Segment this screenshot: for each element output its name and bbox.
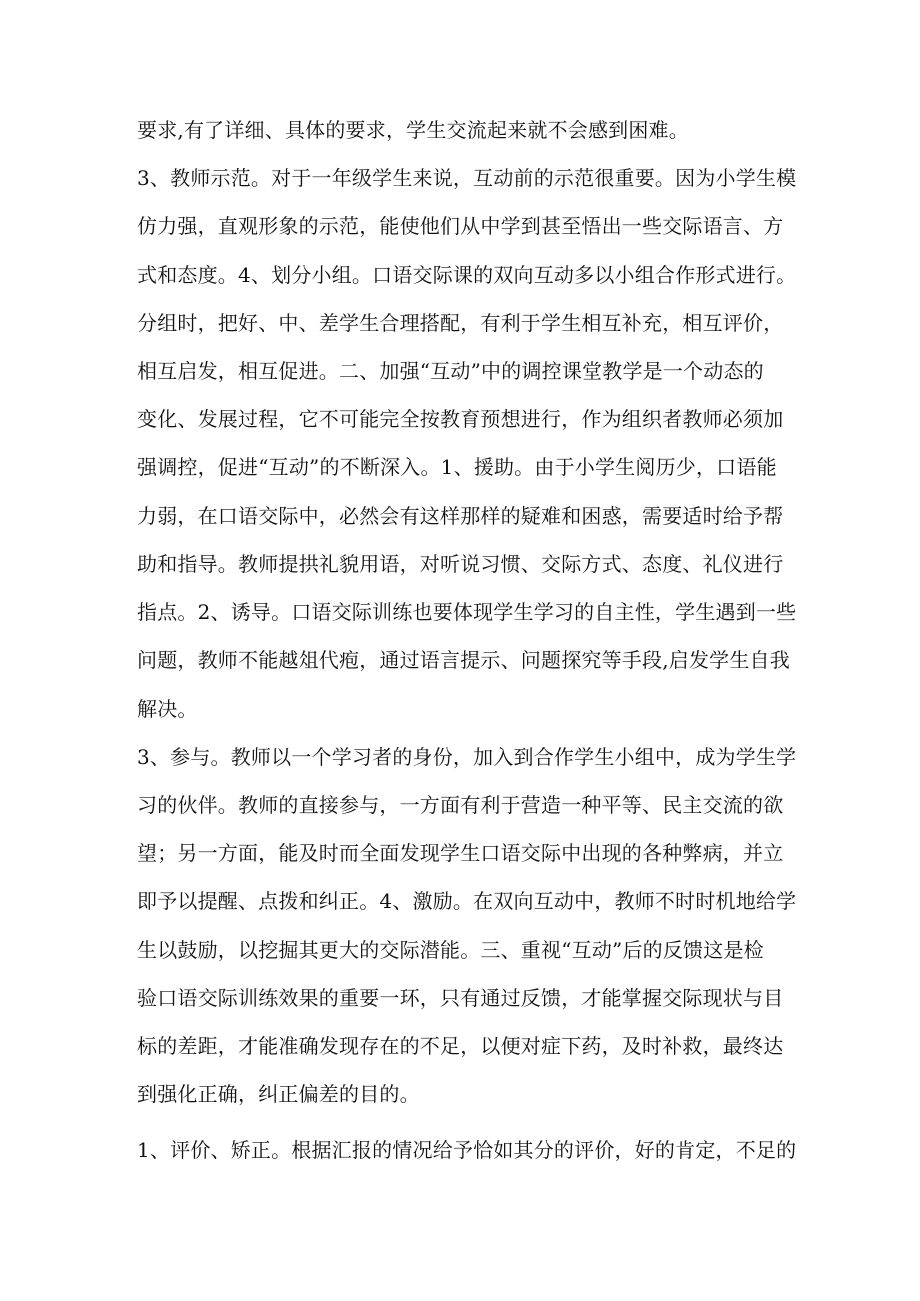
text-line: 3、教师示范。对于一年级学生来说，互动前的示范很重要。因为小学生模 — [137, 166, 797, 190]
text-line: 分组时，把好、中、差学生合理搭配，有利于学生相互补充，相互评价， — [137, 311, 784, 335]
text-line: 即予以提醒、点拨和纠正。4、激励。在双向互动中，教师不时时机地给学 — [137, 889, 797, 913]
text-line: 指点。2、诱导。口语交际训练也要体现学生学习的自主性，学生遇到一些 — [137, 600, 797, 624]
text-line: 望；另一方面，能及时而全面发现学生口语交际中出现的各种弊病，并立 — [137, 841, 784, 865]
text-line: 解决。 — [137, 697, 198, 721]
text-line: 力弱，在口语交际中，必然会有这样那样的疑难和困惑，需要适时给予帮 — [137, 504, 784, 528]
text-line: 验口语交际训练效果的重要一环，只有通过反馈，才能掌握交际现状与目 — [137, 986, 784, 1010]
text-line: 要求,有了详细、具体的要求，学生交流起来就不会感到困难。 — [137, 118, 689, 142]
text-line: 3、参与。教师以一个学习者的身份，加入到合作学生小组中，成为学生学 — [137, 745, 797, 769]
text-line: 生以鼓励，以挖掘其更大的交际潜能。三、重视“互动”后的反馈这是检 — [137, 938, 764, 962]
text-line: 强调控，促进“互动”的不断深入。1、援助。由于小学生阅历少，口语能 — [137, 455, 777, 479]
text-line: 标的差距，才能准确发现存在的不足，以便对症下药，及时补救，最终达 — [137, 1034, 784, 1058]
text-line: 式和态度。4、划分小组。口语交际课的双向互动多以小组合作形式进行。 — [137, 263, 797, 287]
text-line: 1、评价、矫正。根据汇报的情况给予恰如其分的评价，好的肯定，不足的 — [137, 1138, 797, 1162]
text-line: 到强化正确，纠正偏差的目的。 — [137, 1082, 420, 1106]
text-line: 问题，教师不能越俎代疱，通过语言提示、问题探究等手段,启发学生自我 — [137, 648, 790, 672]
text-line: 变化、发展过程，它不可能完全按教育预想进行，作为组织者教师必须加 — [137, 407, 784, 431]
text-line: 助和指导。教师提拱礼貌用语，对听说习惯、交际方式、态度、礼仪进行 — [137, 552, 784, 576]
text-line: 相互启发，相互促进。二、加强“互动”中的调控课堂教学是一个动态的 — [137, 359, 764, 383]
text-line: 习的伙伴。教师的直接参与，一方面有利于营造一种平等、民主交流的欲 — [137, 793, 784, 817]
text-line: 仿力强，直观形象的示范，能使他们从中学到甚至悟出一些交际语言、方 — [137, 214, 784, 238]
